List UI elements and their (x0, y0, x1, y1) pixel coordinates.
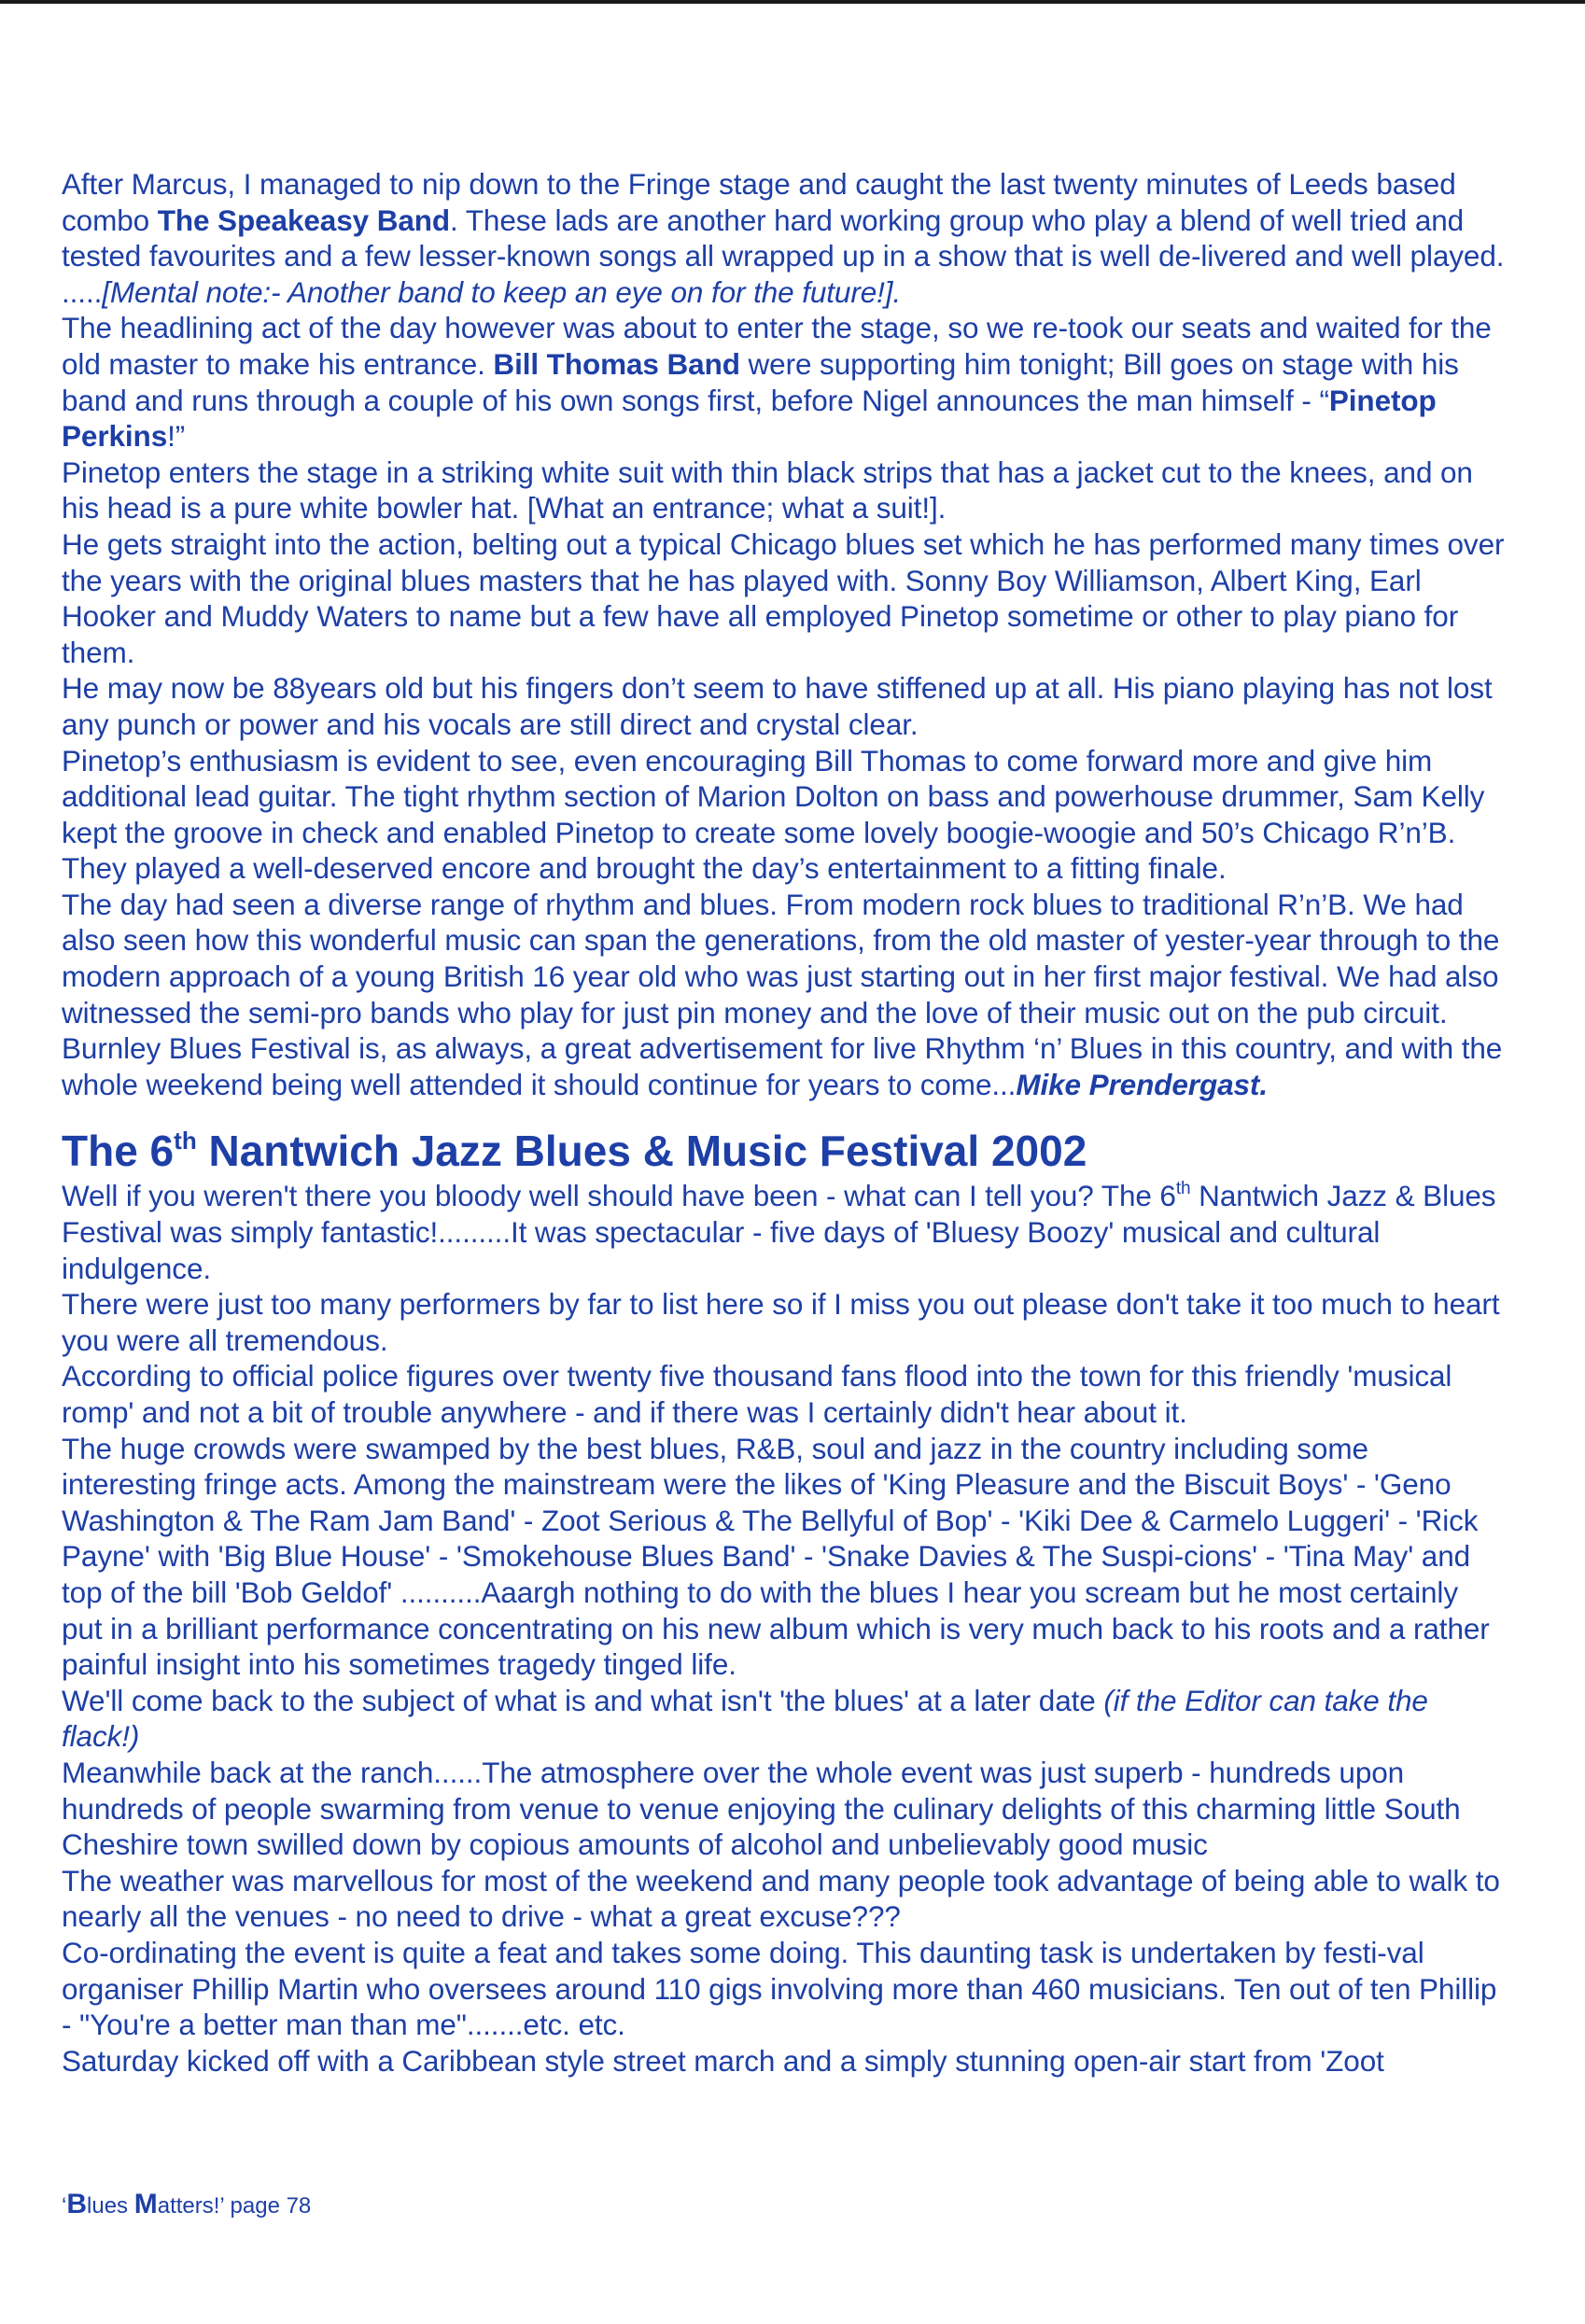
paragraph: He may now be 88years old but his fingers don’t seem to have stiffened up at all. His piano playing has not lost any punch or power and his vocals are still direct and crystal clear. (62, 671, 1493, 741)
paragraph (62, 166, 1507, 310)
paragraph: The weather was marvellous for most of the weekend and many people took advantage of being able to walk to nearly all the venues - no need to drive - what a great excuse??? (62, 1863, 1500, 1934)
article-body (62, 166, 1507, 2079)
paragraph: He gets straight into the action, belting out a typical Chicago blues set which he has performed many times over the years with the original blues masters that he has played with. Sonny Boy Williamson, Albert King, Earl Hooker and Muddy Waters to name but a few have all employed Pinetop sometime or other to play piano for them. (62, 526, 1505, 669)
italic-aside: (if the Editor can take the flack!) (62, 1683, 1428, 1754)
text: ‘ (62, 2193, 67, 2219)
paragraph: The huge crowds were swamped by the best blues, R&B, soul and jazz in the country including some interesting fringe acts. Among the mainstream were the likes of 'King Pleasure and the Biscuit Boys' - 'Geno Washington & The Ram Jam Band' - Zoot Serious & The Bellyful of Bop' - 'Kiki Dee & Carmelo Luggeri' - 'Rick Payne' with 'Big Blue House' - 'Smokehouse Blues Band' - 'Snake Davies & The Suspi-cions' - 'Tina May' and top of the bill 'Bob Geldof' ..........Aaargh nothing to do with the blues I hear you scream but he most certainly put in a brilliant performance concentrating on his new album which is very much back to his roots and a rather painful insight into his sometimes tragedy tinged life. (62, 1431, 1490, 1682)
top-rule (0, 0, 1585, 4)
text: After Marcus, I managed to nip down to the Fringe stage and caught the last twenty minutes of Leeds based combo (62, 167, 1456, 237)
paragraph: Pinetop enters the stage in a striking white suit with thin black strips that has a jacket cut to the knees, and on his head is a pure white bowler hat. [What an entrance; what a suit!]. (62, 455, 1473, 525)
text: !” (167, 419, 186, 454)
text: Well if you weren't there you bloody well should have been - what can I tell you? The 6 (62, 1179, 1176, 1213)
paragraph: Saturday kicked off with a Caribbean style street march and a simply stunning open-air start from 'Zoot (62, 2043, 1384, 2078)
page-number: atters!’ page 78 (157, 2193, 312, 2219)
text: Burnley Blues Festival is, as always, a great advertisement for live Rhythm ‘n’ Blues in this country, and with the whole weekend being well attended it should continue for years to come... (62, 1031, 1503, 1101)
section-heading (62, 1124, 1507, 1178)
paragraph: Co-ordinating the event is quite a feat and takes some doing. This daunting task is undertaken by festi-val organiser Phillip Martin who oversees around 110 gigs involving more than 460 musicians. Ten out of ten Phillip - "You're a better man than me".......etc. etc. (62, 1935, 1497, 2042)
heading-text: The 6 (62, 1127, 175, 1176)
paragraph (62, 1683, 1507, 1755)
author-byline: Mike Prendergast. (1016, 1067, 1268, 1101)
text: We'll come back to the subject of what is and what isn't 'the blues' at a later date (62, 1683, 1104, 1717)
page-footer (62, 2189, 311, 2220)
paragraph: Pinetop’s enthusiasm is evident to see, even encouraging Bill Thomas to come forward more and give him additional lead guitar. The tight rhythm section of Marion Dolton on bass and powerhouse drummer, Sam Kelly kept the groove in check and enabled Pinetop to create some lovely boogie-woogie and 50’s Chicago R’n’B. They played a well-deserved encore and brought the day’s entertainment to a fitting finale. (62, 743, 1485, 886)
text: lues (87, 2193, 134, 2219)
paragraph (62, 1178, 1507, 1286)
band-name: Bill Thomas Band (493, 346, 740, 381)
italic-note: [Mental note:- Another band to keep an eye on for the future!]. (102, 274, 902, 309)
text: . These lads are another hard working group who play a blend of well tried and tested favourites and a few lesser-known songs all wrapped up in a show that is well de-livered and well played. ..... (62, 203, 1505, 309)
superscript: th (174, 1127, 197, 1155)
magazine-initial: B (66, 2189, 88, 2219)
text: were supporting him tonight; Bill goes on stage with his band and runs through a couple of his own songs first, before Nigel announces the man himself - “ (62, 346, 1459, 417)
paragraph: According to official police figures over twenty five thousand fans flood into the town for this friendly 'musical romp' and not a bit of trouble anywhere - and if there was I certainly didn't hear about it. (62, 1359, 1452, 1429)
paragraph (62, 310, 1507, 454)
artist-name: Pinetop Perkins (62, 383, 1437, 454)
paragraph: Meanwhile back at the ranch......The atmosphere over the whole event was just superb - hundreds upon hundreds of people swarming from venue to venue enjoying the culinary delights of this charming little South Cheshire town swilled down by copious amounts of alcohol and unbelievably good music (62, 1755, 1461, 1862)
superscript: th (1175, 1179, 1191, 1199)
paragraph (62, 1030, 1507, 1102)
heading-text: Nantwich Jazz Blues & Music Festival 2002 (196, 1127, 1087, 1176)
paragraph: There were just too many performers by far to list here so if I miss you out please don't take it too much to heart you were all tremendous. (62, 1287, 1500, 1357)
text: The headlining act of the day however was about to enter the stage, so we re-took our seats and waited for the old master to make his entrance. (62, 311, 1492, 381)
band-name: The Speakeasy Band (157, 203, 451, 237)
paragraph: The day had seen a diverse range of rhythm and blues. From modern rock blues to traditional R’n’B. We had also seen how this wonderful music can span the generations, from the old master of yester-year through to the modern approach of a young British 16 year old who was just starting out in her first major festival. We had also witnessed the semi-pro bands who play for just pin money and the love of their music out on the pub circuit. (62, 887, 1500, 1029)
text: Nantwich Jazz & Blues Festival was simply fantastic!.........It was spectacular - five days of 'Bluesy Boozy' musical and cultural indulgence. (62, 1179, 1496, 1285)
magazine-initial: M (133, 2189, 158, 2219)
